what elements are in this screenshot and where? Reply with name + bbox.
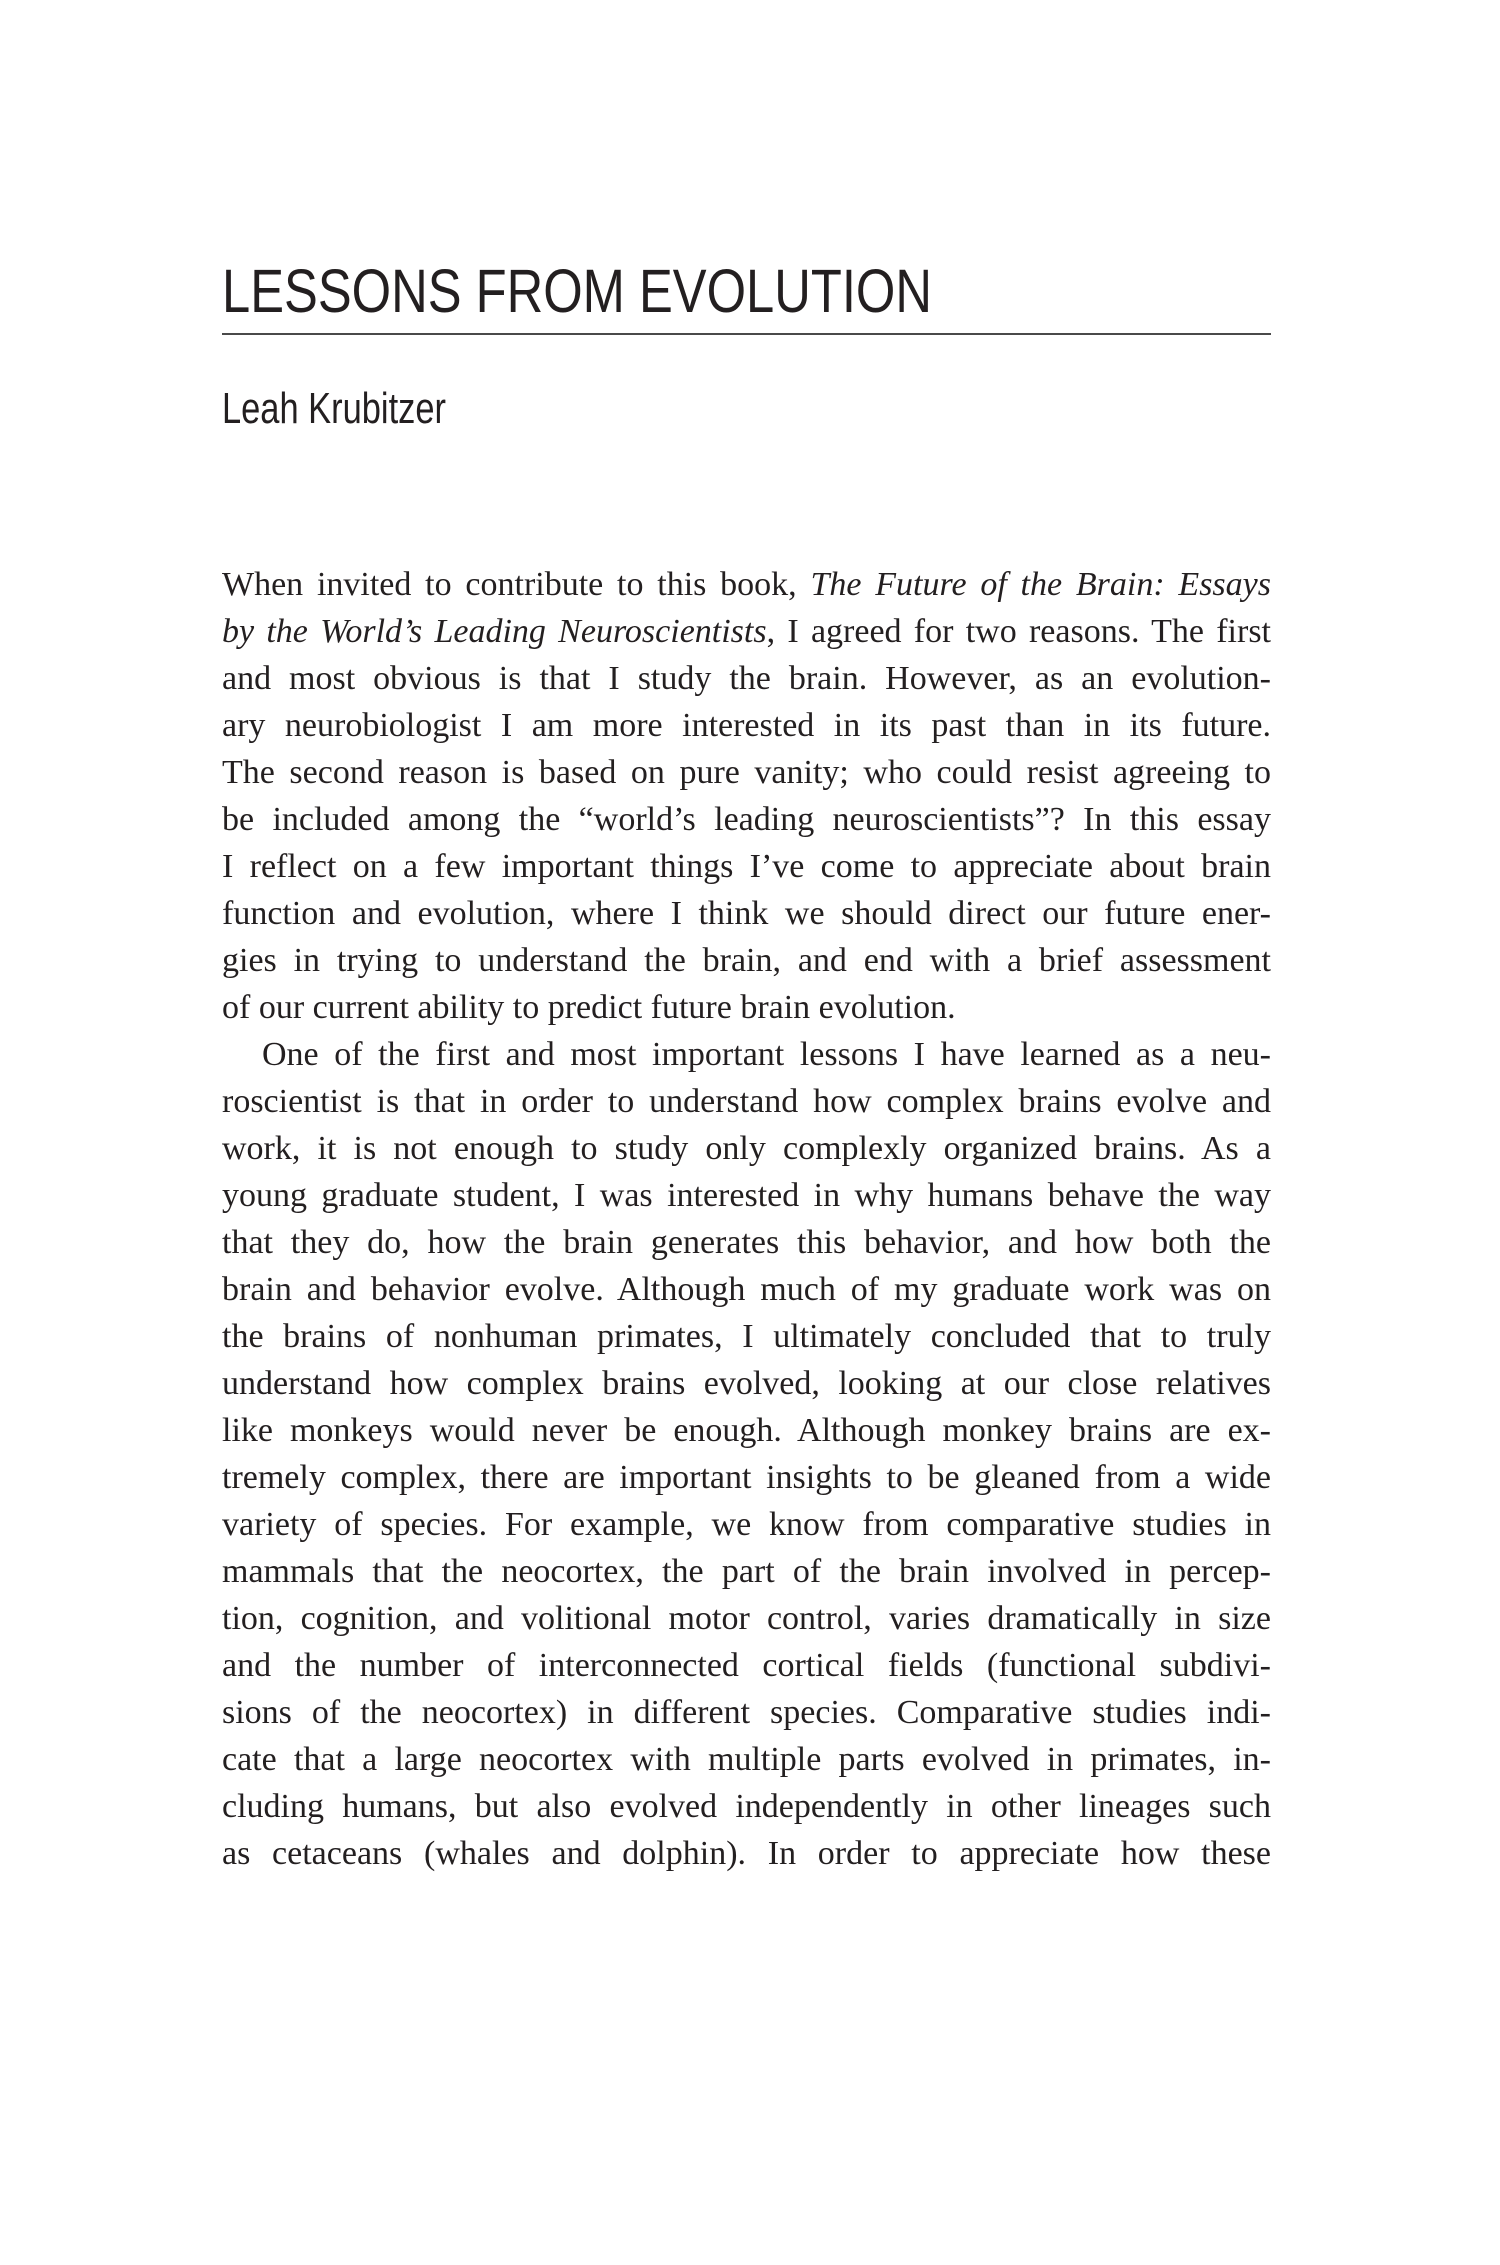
text-line <box>222 1313 1271 1360</box>
text-segment: function and evolution, where I think we should direct our future ener- <box>222 895 1271 932</box>
text-segment: variety of species. For example, we know from comparative studies in <box>222 1506 1271 1543</box>
text-segment: mammals that the neocortex, the part of the brain involved in percep- <box>222 1553 1271 1590</box>
body-text <box>222 561 1271 1877</box>
text-line <box>222 702 1271 749</box>
text-segment: of our current ability to predict future brain evolution. <box>222 989 956 1026</box>
text-line <box>222 937 1271 984</box>
text-line <box>222 1266 1271 1313</box>
text-segment: sions of the neocortex) in different species. Comparative studies indi- <box>222 1694 1271 1731</box>
text-segment: tremely complex, there are important insights to be gleaned from a wide <box>222 1459 1271 1496</box>
text-segment: cate that a large neocortex with multiple parts evolved in primates, in- <box>222 1741 1271 1778</box>
text-line <box>222 796 1271 843</box>
text-segment: brain and behavior evolve. Although much of my graduate work was on <box>222 1271 1271 1308</box>
text-line <box>222 1501 1271 1548</box>
text-segment: I reflect on a few important things I’ve come to appreciate about brain <box>222 848 1271 885</box>
text-segment: One of the first and most important lessons I have learned as a neu- <box>262 1036 1271 1073</box>
text-line <box>222 984 1271 1031</box>
text-line <box>222 890 1271 937</box>
chapter-title: LESSONS FROM EVOLUTION <box>222 257 932 325</box>
text-segment: work, it is not enough to study only complexly organized brains. As a <box>222 1130 1271 1167</box>
text-segment: roscientist is that in order to understand how complex brains evolve and <box>222 1083 1271 1120</box>
italic-book-title: by the World’s Leading Neuroscientists <box>222 613 767 650</box>
text-segment: be included among the “world’s leading neuroscientists”? In this essay <box>222 801 1271 838</box>
text-segment: that they do, how the brain generates this behavior, and how both the <box>222 1224 1271 1261</box>
text-line <box>222 1078 1271 1125</box>
text-line <box>222 1219 1271 1266</box>
chapter-author: Leah Krubitzer <box>222 384 446 433</box>
text-segment: and the number of interconnected cortical fields (functional subdivi- <box>222 1647 1271 1684</box>
text-line <box>222 608 1271 655</box>
text-segment: , I agreed for two reasons. The first <box>766 613 1271 650</box>
chapter-heading <box>0 0 1500 460</box>
text-line <box>222 1172 1271 1219</box>
text-line <box>222 1689 1271 1736</box>
text-line <box>222 843 1271 890</box>
text-segment: young graduate student, I was interested in why humans behave the way <box>222 1177 1271 1214</box>
text-segment: the brains of nonhuman primates, I ultimately concluded that to truly <box>222 1318 1271 1355</box>
text-segment: tion, cognition, and volitional motor control, varies dramatically in size <box>222 1600 1271 1637</box>
italic-book-title: The Future of the Brain: Essays <box>810 566 1271 603</box>
text-line <box>222 1595 1271 1642</box>
text-segment: and most obvious is that I study the brain. However, as an evolution- <box>222 660 1271 697</box>
text-line <box>222 1548 1271 1595</box>
text-segment: gies in trying to understand the brain, and end with a brief assessment <box>222 942 1271 979</box>
text-segment: ary neurobiologist I am more interested in its past than in its future. <box>222 707 1271 744</box>
text-line <box>222 1830 1271 1877</box>
text-line <box>222 561 1271 608</box>
text-segment: cluding humans, but also evolved independently in other lineages such <box>222 1788 1271 1825</box>
text-line <box>222 655 1271 702</box>
text-segment: When invited to contribute to this book, <box>222 566 811 603</box>
text-segment: as cetaceans (whales and dolphin). In order to appreciate how these <box>222 1835 1271 1872</box>
text-line <box>222 749 1271 796</box>
text-line <box>222 1360 1271 1407</box>
text-segment: understand how complex brains evolved, looking at our close relatives <box>222 1365 1271 1402</box>
text-line <box>222 1454 1271 1501</box>
text-line <box>222 1642 1271 1689</box>
text-segment: like monkeys would never be enough. Although monkey brains are ex- <box>222 1412 1271 1449</box>
text-segment: The second reason is based on pure vanity; who could resist agreeing to <box>222 754 1271 791</box>
text-line <box>222 1783 1271 1830</box>
text-line <box>222 1736 1271 1783</box>
text-line <box>222 1407 1271 1454</box>
text-line <box>222 1125 1271 1172</box>
text-line <box>222 1031 1271 1078</box>
